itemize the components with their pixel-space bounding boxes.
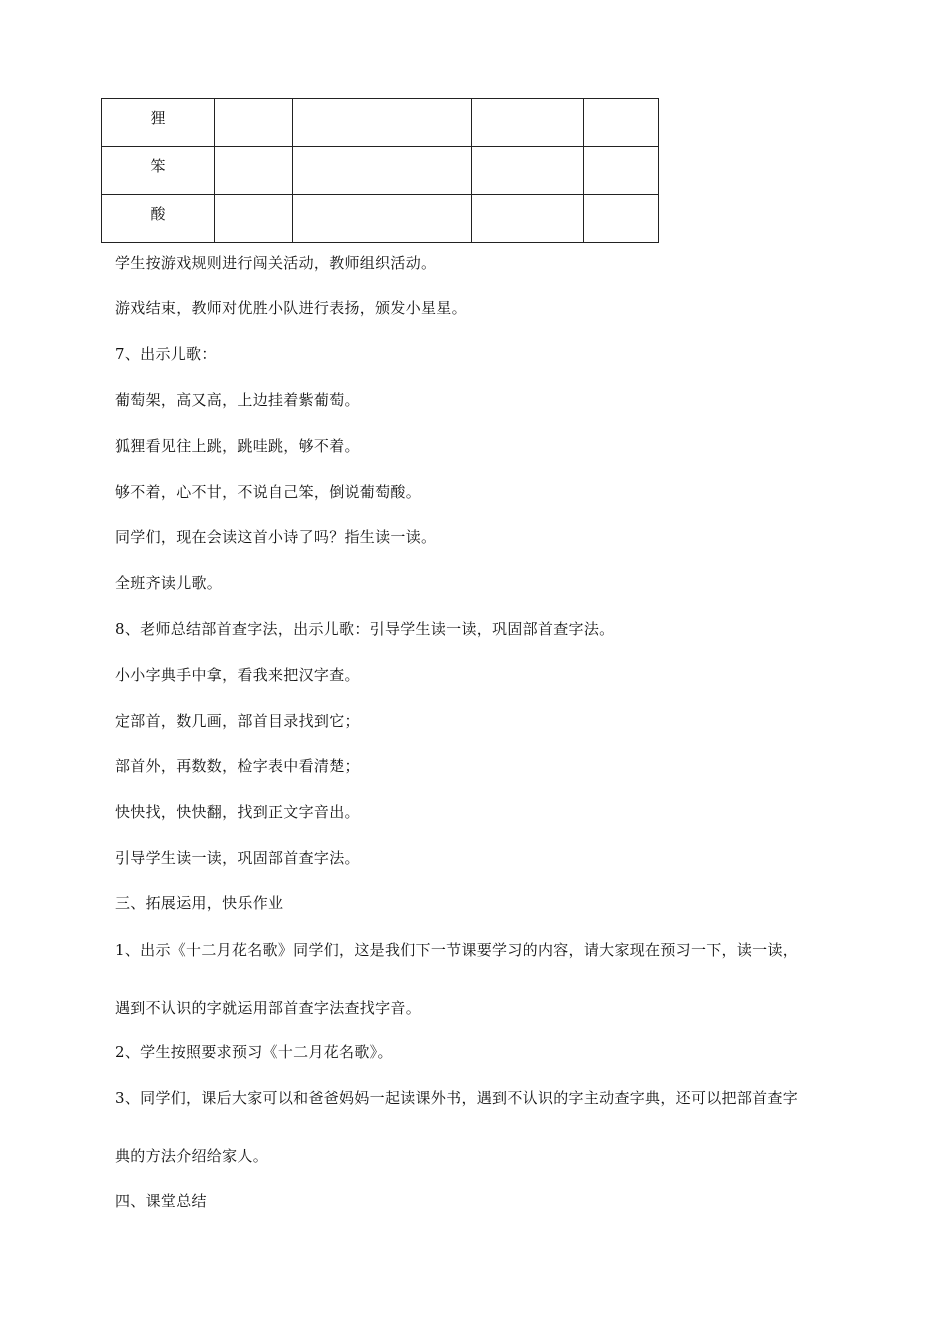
- section-heading: 7、出示儿歌：: [115, 345, 217, 363]
- table-cell: [472, 195, 584, 243]
- poem-line: 够不着，心不甘，不说自己笨，倒说葡萄酸。: [115, 483, 422, 501]
- paragraph: 学生按游戏规则进行闯关活动，教师组织活动。: [115, 254, 437, 272]
- poem-line: 狐狸看见往上跳，跳哇跳，够不着。: [115, 437, 360, 455]
- table-cell: [584, 147, 659, 195]
- table-cell: [472, 99, 584, 147]
- paragraph-continuation: 遇到不认识的字就运用部首查字法查找字音。: [115, 999, 422, 1017]
- paragraph: 2、学生按照要求预习《十二月花名歌》。: [115, 1043, 393, 1061]
- paragraph: 同学们，现在会读这首小诗了吗？指生读一读。: [115, 528, 437, 546]
- poem-line: 葡萄架，高又高，上边挂着紫葡萄。: [115, 391, 360, 409]
- section-heading: 8、老师总结部首查字法，出示儿歌：引导学生读一读，巩固部首查字法。: [115, 620, 615, 638]
- table-cell: [215, 99, 293, 147]
- section-heading: 三、拓展运用，快乐作业: [115, 894, 284, 912]
- table-cell: [584, 99, 659, 147]
- poem-line: 定部首，数几画，部首目录找到它；: [115, 712, 360, 730]
- section-heading: 四、课堂总结: [115, 1192, 207, 1210]
- paragraph: 游戏结束，教师对优胜小队进行表扬，颁发小星星。: [115, 299, 467, 317]
- paragraph: 引导学生读一读，巩固部首查字法。: [115, 849, 360, 867]
- poem-line: 小小字典手中拿，看我来把汉字查。: [115, 666, 360, 684]
- paragraph: 1、出示《十二月花名歌》同学们，这是我们下一节课要学习的内容，请大家现在预习一下，读一读，: [115, 941, 799, 959]
- table-row: [102, 147, 659, 195]
- table-cell: [293, 147, 472, 195]
- table-cell: [293, 99, 472, 147]
- table-cell: [215, 147, 293, 195]
- table-row: [102, 195, 659, 243]
- paragraph: 全班齐读儿歌。: [115, 574, 223, 592]
- table-cell: [215, 195, 293, 243]
- poem-line: 快快找，快快翻，找到正文字音出。: [115, 803, 360, 821]
- character-table: [101, 98, 659, 243]
- table-cell-char: 酸: [102, 195, 215, 243]
- poem-line: 部首外，再数数，检字表中看清楚；: [115, 757, 360, 775]
- table-row: [102, 99, 659, 147]
- table-cell: [472, 147, 584, 195]
- paragraph-continuation: 典的方法介绍给家人。: [115, 1147, 269, 1165]
- table-cell: [293, 195, 472, 243]
- table-cell-char: 狸: [102, 99, 215, 147]
- paragraph: 3、同学们，课后大家可以和爸爸妈妈一起读课外书，遇到不认识的字主动查字典，还可以把部首查字: [115, 1089, 799, 1107]
- table-cell-char: 笨: [102, 147, 215, 195]
- table-cell: [584, 195, 659, 243]
